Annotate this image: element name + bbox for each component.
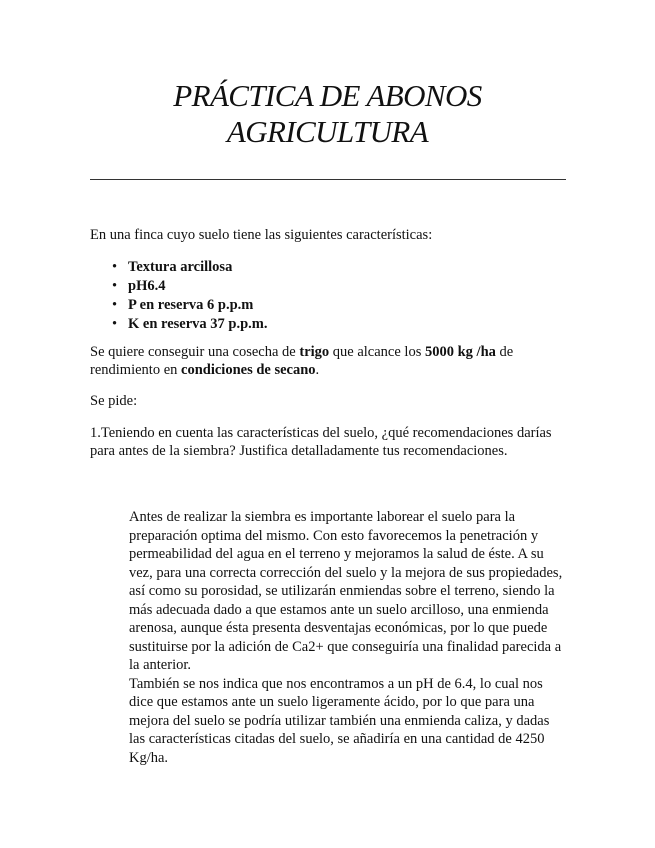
list-item	[112, 258, 268, 277]
target-yield: 5000 kg /ha	[424, 344, 496, 360]
soil-characteristics-list	[112, 258, 268, 334]
objective-text-3: de rendimiento en	[90, 344, 514, 378]
list-item	[112, 296, 268, 315]
se-pide-label: Se pide:	[90, 393, 138, 409]
bullet-icon: •	[112, 316, 118, 332]
answer-paragraph-2: También se nos indica que nos encontramos a un pH de 6.4, lo cual nos dice que estamos ante un suelo ligeramente ácido, por lo que para una mejora del suelo se podría utilizar también una enmienda caliza, y dadas las características citadas del suelo, se añadiría en una cantidad de 4250 Kg/ha.	[129, 675, 550, 766]
crop-name: trigo	[299, 344, 330, 360]
list-item-text: pH6.4	[128, 278, 166, 294]
list-item	[112, 277, 268, 296]
objective-text-4: .	[315, 362, 320, 378]
title-line-1: PRÁCTICA DE ABONOS	[173, 78, 482, 113]
objective-text-2: que alcance los	[329, 344, 425, 360]
list-item-text: Textura arcillosa	[128, 259, 233, 275]
answer-paragraph-1: Antes de realizar la siembra es importante laborear el suelo para la preparación optima del mismo. Con esto favorecemos la penetración y permeabilidad del agua en el terreno y mejoramos la salud de éste. A su vez, para una correcta corrección del suelo y la mejora de sus propiedades, así como su porosidad, se utilizarán enmiendas sobre el terreno, siendo la más adecuada dado a que estamos ante un suelo arcilloso, una enmienda arenosa, aunque ésta presenta desventajas económicas, por lo que puede sustituirse por la adición de Ca2+ que conseguiría una finalidad parecida a la anterior.	[129, 509, 563, 673]
growing-conditions: condiciones de secano	[181, 362, 316, 378]
list-item-text: P en reserva 6 p.p.m	[128, 297, 254, 313]
question-1: 1.Teniendo en cuenta las características del suelo, ¿qué recomendaciones darías para antes de la siembra? Justifica detalladamente tus recomendaciones.	[90, 425, 552, 459]
title-line-2: AGRICULTURA	[226, 114, 429, 149]
bullet-icon: •	[112, 259, 118, 275]
bullet-icon: •	[112, 278, 118, 294]
intro-text: En una finca cuyo suelo tiene las siguientes características:	[90, 227, 433, 243]
answer-block	[129, 508, 569, 767]
objective-paragraph	[90, 343, 570, 379]
horizontal-divider	[90, 179, 566, 180]
list-item-text: K en reserva 37 p.p.m.	[128, 316, 268, 332]
bullet-icon: •	[112, 297, 118, 313]
list-item	[112, 315, 268, 334]
document-title	[0, 78, 655, 150]
objective-text-1: Se quiere conseguir una cosecha de	[90, 344, 300, 360]
